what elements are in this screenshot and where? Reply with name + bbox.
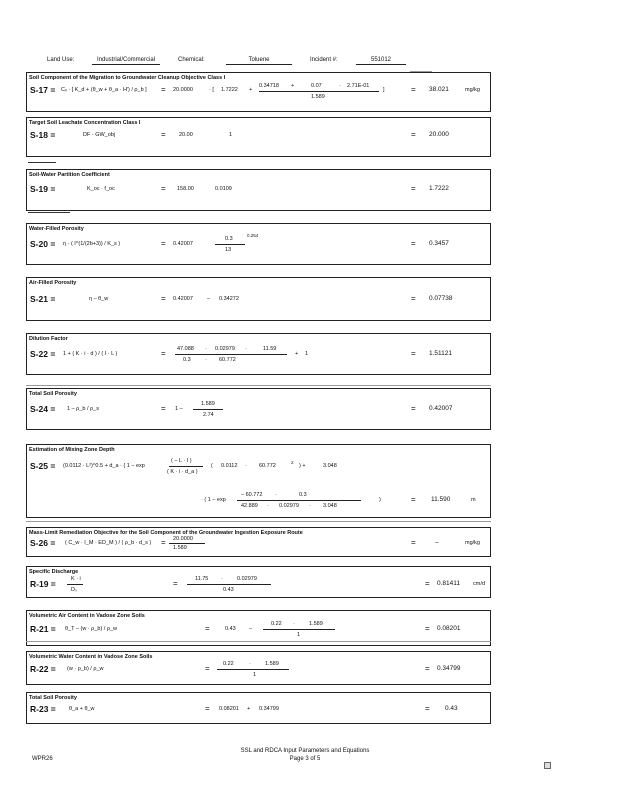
fraction-bar xyxy=(259,91,379,92)
value-5: 2.71E-01 xyxy=(347,83,370,89)
equation-label: S-17 = xyxy=(30,85,56,95)
operator: · [ xyxy=(209,87,214,93)
section-title: Soil-Water Partition Coefficient xyxy=(29,172,110,178)
equals-sign: = xyxy=(161,349,166,358)
formula-denominator: Dₛ xyxy=(71,587,78,593)
section-s19 xyxy=(26,169,491,211)
operator: + xyxy=(247,706,251,712)
value-1: 20.00 xyxy=(179,132,193,138)
formula-denominator: ( K · i · d_a ) xyxy=(167,469,198,475)
value-4: 3.048 xyxy=(323,463,337,469)
equation-formula: (w · ρ_b) / ρ_w xyxy=(67,666,104,672)
value-1: 1.589 xyxy=(201,401,215,407)
equation-label: R-23 = xyxy=(30,704,56,714)
footer-title: SSL and RDCA Input Parameters and Equations xyxy=(240,748,370,754)
section-title: Total Soil Porosity xyxy=(29,695,77,701)
value-1: 0.08201 xyxy=(219,706,239,712)
section-title: Specific Discharge xyxy=(29,569,79,575)
equation-label: R-19 = xyxy=(30,579,56,589)
result-unit: mg/kg xyxy=(465,540,480,546)
equals-sign: = xyxy=(205,704,210,713)
value-2: 0.0109 xyxy=(215,186,232,192)
operator: + xyxy=(291,83,295,89)
equals-sign: = xyxy=(161,130,166,139)
equation-formula: θ_T – (w · ρ_b) / ρ_w xyxy=(65,626,118,632)
land-use-label: Land Use: xyxy=(47,57,75,63)
value-1: 0.0112 xyxy=(221,463,238,469)
equation-label: S-21 = xyxy=(30,294,56,304)
fraction-bar xyxy=(215,244,245,245)
equation-label: S-25 = xyxy=(30,461,56,471)
operator: 1 – xyxy=(175,406,183,412)
value-2: 1.589 xyxy=(265,661,279,667)
equals-sign: = xyxy=(425,704,430,713)
value-1: 20.0000 xyxy=(173,87,193,93)
fraction-bar xyxy=(263,629,335,630)
operator: · xyxy=(205,346,207,352)
section-title: Estimation of Mixing Zone Depth xyxy=(29,447,115,453)
fraction-bar xyxy=(169,543,205,544)
value-1: 0.42007 xyxy=(173,296,193,302)
operator: ) xyxy=(379,497,381,503)
equation-formula: η · ( I^(1/(2b+3)) / K_s ) xyxy=(63,241,121,247)
result-value: 0.08201 xyxy=(437,625,461,632)
formula-numerator: ( – L · I ) xyxy=(171,458,192,464)
result-unit: mg/kg xyxy=(465,87,480,93)
result-unit: m xyxy=(471,497,476,503)
value-3: 13 xyxy=(225,247,232,253)
section-separator xyxy=(26,385,491,386)
section-s22 xyxy=(26,333,491,375)
section-s18 xyxy=(26,117,491,157)
equals-sign: = xyxy=(161,85,166,94)
value-2: 0.34272 xyxy=(219,296,239,302)
equals-sign: = xyxy=(411,130,416,139)
formula-numerator: K · i xyxy=(71,576,81,582)
value-6: 0.3 xyxy=(299,492,307,498)
value-1: 47.088 xyxy=(177,346,194,352)
operator: · xyxy=(245,463,247,469)
incident-label: Incident #: xyxy=(310,57,338,63)
equation-label: S-19 = xyxy=(30,184,56,194)
value-9: 3.048 xyxy=(323,503,337,509)
equation-formula: θ_a + θ_w xyxy=(69,706,95,712)
section-title: Volumetric Water Content in Vadose Zone Soils xyxy=(29,654,153,660)
operator: · xyxy=(275,492,277,498)
value-7: 42.889 xyxy=(241,503,258,509)
equals-sign: = xyxy=(411,239,416,248)
value-2: 0.02979 xyxy=(237,576,257,582)
value-1: 20.0000 xyxy=(173,536,193,542)
section-s20 xyxy=(26,223,491,265)
section-title: Mass-Limit Remediation Objective for the Soil Component of the Groundwater Ingestion Exposure Route xyxy=(29,530,303,536)
value-2: 60.772 xyxy=(259,463,276,469)
section-title: Soil Component of the Migration to Groundwater Cleanup Objective Class I xyxy=(29,75,226,81)
result-value: 0.43 xyxy=(445,705,458,712)
value-2: 0.22 xyxy=(271,621,282,627)
incident-value: 551012 xyxy=(356,57,406,65)
value-4: 0.3 xyxy=(183,357,191,363)
value-2: 1 xyxy=(229,132,233,138)
equals-sign: = xyxy=(205,624,210,633)
operator: · xyxy=(249,661,251,667)
equals-sign: = xyxy=(161,184,166,193)
value-2: 2.74 xyxy=(203,412,214,418)
equation-label: R-22 = xyxy=(30,664,56,674)
page-marker-icon xyxy=(544,762,551,769)
result-unit: cm/d xyxy=(473,581,485,587)
operator: ) + xyxy=(299,463,306,469)
value-1: 0.43 xyxy=(225,626,236,632)
result-value: 0.3457 xyxy=(429,240,449,247)
fraction-bar xyxy=(175,354,287,355)
operator: – xyxy=(207,296,211,302)
value-3: 0.34718 xyxy=(259,83,279,89)
result-value: – xyxy=(435,539,439,546)
chemical-value: Toluene xyxy=(226,57,292,65)
result-value: 0.81411 xyxy=(437,580,461,587)
operator: · xyxy=(267,503,269,509)
page-header xyxy=(0,57,618,69)
value-3: 11.59 xyxy=(263,346,277,352)
section-r19 xyxy=(26,566,491,598)
operator: · xyxy=(293,621,295,627)
result-value: 0.42007 xyxy=(429,405,453,412)
equation-label: S-18 = xyxy=(30,130,56,140)
value-3: 1.589 xyxy=(309,621,323,627)
value-3: 1 xyxy=(253,672,257,678)
result-value: 1.51121 xyxy=(429,350,453,357)
section-s25 xyxy=(26,444,491,518)
section-title: Water-Filled Porosity xyxy=(29,226,84,232)
equals-sign: = xyxy=(161,404,166,413)
equation-formula: Cᵥ · [ K_d + (θ_w + θ_a · H′) / ρ_b ] xyxy=(61,87,147,93)
section-r23 xyxy=(26,692,491,724)
fraction-bar xyxy=(187,584,271,585)
value-8: 0.02979 xyxy=(279,503,299,509)
equals-sign: = xyxy=(411,184,416,193)
value-5: 60.772 xyxy=(219,357,236,363)
equation-label: R-21 = xyxy=(30,624,56,634)
equals-sign: = xyxy=(173,579,178,588)
value-1: 158.00 xyxy=(177,186,194,192)
margin-rule xyxy=(28,212,70,213)
value-1: 0.42007 xyxy=(173,241,193,247)
result-value: 0.07738 xyxy=(429,295,453,302)
equals-sign: = xyxy=(411,495,416,504)
value-2: 1.589 xyxy=(173,545,187,551)
equation-formula: 1 + ( K · i · d ) / ( I · L ) xyxy=(63,351,118,357)
footer-doc-id: WPR26 xyxy=(32,756,53,762)
operator: + xyxy=(249,87,253,93)
exponent: 2 xyxy=(291,460,294,465)
value-2: 0.02979 xyxy=(215,346,235,352)
value-1: 11.75 xyxy=(195,576,209,582)
equation-label: S-26 = xyxy=(30,538,56,548)
equation-label: S-22 = xyxy=(30,349,56,359)
section-separator xyxy=(26,521,491,522)
fraction-bar xyxy=(169,466,203,467)
value-1: 0.22 xyxy=(223,661,234,667)
value-5: – 60.772 xyxy=(241,492,263,498)
equation-label: S-20 = xyxy=(30,239,56,249)
section-s24 xyxy=(26,388,491,430)
equals-sign: = xyxy=(411,349,416,358)
footer-page-number: Page 3 of 5 xyxy=(289,756,321,762)
equation-formula: K_oc · f_oc xyxy=(87,186,115,192)
equals-sign: = xyxy=(411,294,416,303)
equals-sign: = xyxy=(161,294,166,303)
operator: · xyxy=(309,503,311,509)
equation-formula: ( C_w · I_M · ED_M ) / ( ρ_b · d_s ) xyxy=(65,540,152,546)
section-s17 xyxy=(26,72,491,112)
value-4: 0.07 xyxy=(311,83,322,89)
section-title: Volumetric Air Content in Vadose Zone Soils xyxy=(29,613,145,619)
operator: · xyxy=(339,83,341,89)
equals-sign: = xyxy=(411,404,416,413)
value-6: 1 xyxy=(305,351,309,357)
value-2: 1.7222 xyxy=(221,87,238,93)
result-value: 38.021 xyxy=(429,86,449,93)
fraction-bar xyxy=(237,500,361,501)
result-value: 20.000 xyxy=(429,131,449,138)
land-use-value: Industrial/Commercial xyxy=(92,57,160,65)
value-4: 1 xyxy=(297,632,301,638)
equation-formula: DF · GW_obj xyxy=(83,132,116,138)
chemical-label: Chemical: xyxy=(178,57,205,63)
section-title: Total Soil Porosity xyxy=(29,391,77,397)
equals-sign: = xyxy=(411,85,416,94)
operator: ( xyxy=(211,463,213,469)
operator: · xyxy=(221,576,223,582)
equation-formula: (0.0112 · L²)^0.5 + d_a · { 1 – exp xyxy=(63,463,145,469)
operator: + xyxy=(295,351,299,357)
section-s21 xyxy=(26,277,491,321)
value-2: 0.3 xyxy=(225,236,233,242)
equals-sign: = xyxy=(161,538,166,547)
equation-formula: η – θ_w xyxy=(89,296,109,302)
fraction-bar xyxy=(67,584,83,585)
section-title: Air-Filled Porosity xyxy=(29,280,77,286)
operator: ] xyxy=(383,87,385,93)
formula-continuation: · ( 1 – exp xyxy=(201,497,226,503)
value-2: 0.34799 xyxy=(259,706,279,712)
operator: – xyxy=(249,626,253,632)
equals-sign: = xyxy=(425,624,430,633)
equals-sign: = xyxy=(425,579,430,588)
value-6: 1.589 xyxy=(311,94,325,100)
exponent: 0.254 xyxy=(247,233,259,238)
result-value: 11.590 xyxy=(431,496,451,503)
equals-sign: = xyxy=(161,239,166,248)
result-value: 0.34799 xyxy=(437,665,461,672)
section-title: Dilution Factor xyxy=(29,336,68,342)
section-separator xyxy=(26,641,491,642)
operator: · xyxy=(205,357,207,363)
fraction-bar xyxy=(193,409,223,410)
equals-sign: = xyxy=(411,538,416,547)
value-3: 0.43 xyxy=(223,587,234,593)
equals-sign: = xyxy=(425,664,430,673)
section-r22 xyxy=(26,651,491,685)
section-title: Target Soil Leachate Concentration Class I xyxy=(29,120,141,126)
equation-label: S-24 = xyxy=(30,404,56,414)
operator: · xyxy=(245,346,247,352)
margin-rule xyxy=(28,162,56,163)
fraction-bar xyxy=(217,669,289,670)
section-s26 xyxy=(26,527,491,557)
result-value: 1.7222 xyxy=(429,185,449,192)
equation-formula: 1 – ρ_b / ρ_s xyxy=(67,406,99,412)
equals-sign: = xyxy=(205,664,210,673)
